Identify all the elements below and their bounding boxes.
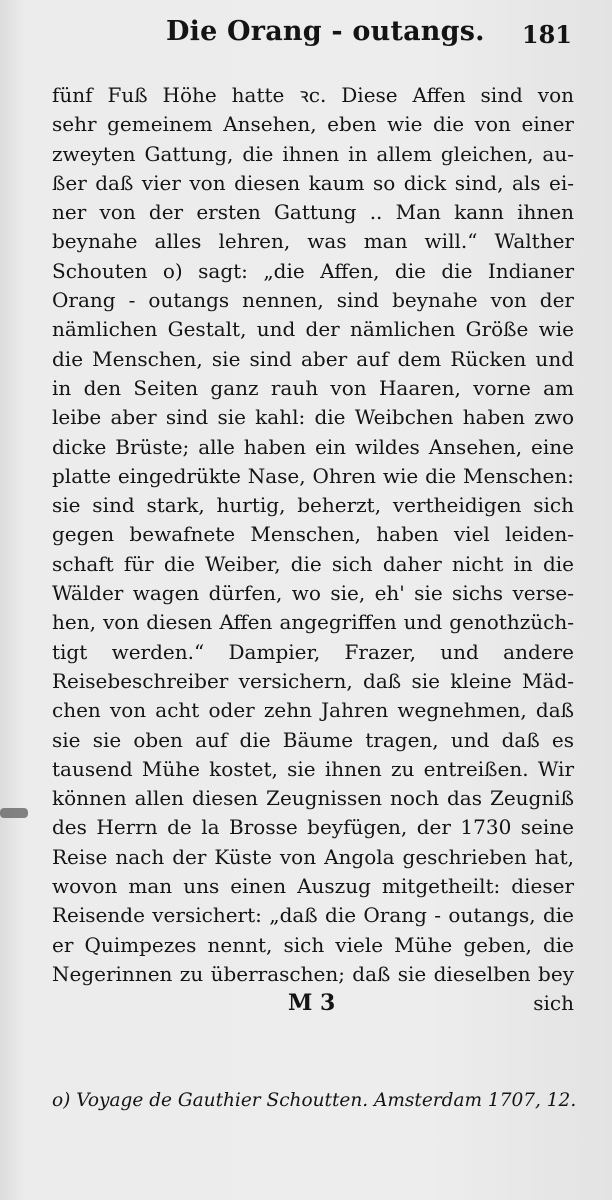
text-line: chen von acht oder zehn Jahren wegnehmen, daß (52, 698, 574, 723)
text-line: Orang - outangs nennen, sind beynahe von der (52, 288, 574, 313)
running-head: Die Orang - outangs. (166, 16, 485, 47)
text-line: die Menschen, sie sind aber auf dem Rücken und (52, 346, 574, 371)
margin-smudge (0, 808, 28, 818)
text-line: dicke Brüste; alle haben ein wildes Ansehen, eine (52, 434, 574, 459)
text-line: platte eingedrükte Nase, Ohren wie die Menschen: (52, 463, 574, 488)
footnote: o) Voyage de Gauthier Schoutten. Amsterdam 1707, 12. (52, 1090, 577, 1111)
text-line: sie sie oben auf die Bäume tragen, und daß es (52, 727, 574, 752)
signature-line (52, 989, 574, 1018)
text-line: ner von der ersten Gattung .. Man kann ihnen (52, 200, 574, 225)
text-line: fünf Fuß Höhe hatte ꝛc. Diese Affen sind von (52, 83, 574, 107)
text-line: tausend Mühe kostet, sie ihnen zu entreißen. Wir (52, 756, 574, 781)
text-line: können allen diesen Zeugnissen noch das Zeugniß (52, 786, 574, 811)
text-line: ßer daß vier von diesen kaum so dick sind, als ei- (52, 170, 574, 195)
page-header (0, 14, 612, 54)
text-line: sehr gemeinem Ansehen, eben wie die von einer (52, 112, 574, 137)
text-line: Wälder wagen dürfen, wo sie, eh' sie sichs verse- (52, 581, 574, 606)
text-line: er Quimpezes nennt, sich viele Mühe geben, die (52, 932, 574, 957)
text-line: Reisebeschreiber versichern, daß sie kleine Mäd- (52, 668, 574, 693)
page-number: 181 (521, 20, 572, 49)
catchword: sich (533, 991, 574, 1016)
text-line: Reise nach der Küste von Angola geschrieben hat, (52, 844, 574, 869)
body-text (52, 81, 574, 1019)
text-line: schaft für die Weiber, die sich daher nicht in die (52, 551, 574, 576)
text-line: des Herrn de la Brosse beyfügen, der 1730 seine (52, 815, 574, 840)
text-line: beynahe alles lehren, was man will.“ Walther (52, 229, 574, 254)
text-line: tigt werden.“ Dampier, Frazer, und andere (52, 639, 574, 664)
text-line: sie sind stark, hurtig, beherzt, vertheidigen sich (52, 493, 574, 518)
text-line: Schouten o) sagt: „die Affen, die die Indianer (52, 258, 574, 283)
text-line: hen, von diesen Affen angegriffen und genothzüch- (52, 610, 574, 635)
text-line: in den Seiten ganz rauh von Haaren, vorne am (52, 375, 574, 400)
signature-mark: M 3 (288, 990, 336, 1017)
text-line: Reisende versichert: „daß die Orang - outangs, die (52, 903, 574, 928)
text-line: Negerinnen zu überraschen; daß sie dieselben bey (52, 961, 574, 986)
text-line: wovon man uns einen Auszug mitgetheilt: dieser (52, 874, 574, 899)
text-line: nämlichen Gestalt, und der nämlichen Größe wie (52, 317, 574, 342)
text-line: leibe aber sind sie kahl: die Weibchen haben zwo (52, 405, 574, 430)
text-line: gegen bewafnete Menschen, haben viel leiden- (52, 522, 574, 547)
text-line: zweyten Gattung, die ihnen in allem gleichen, au- (52, 141, 574, 166)
